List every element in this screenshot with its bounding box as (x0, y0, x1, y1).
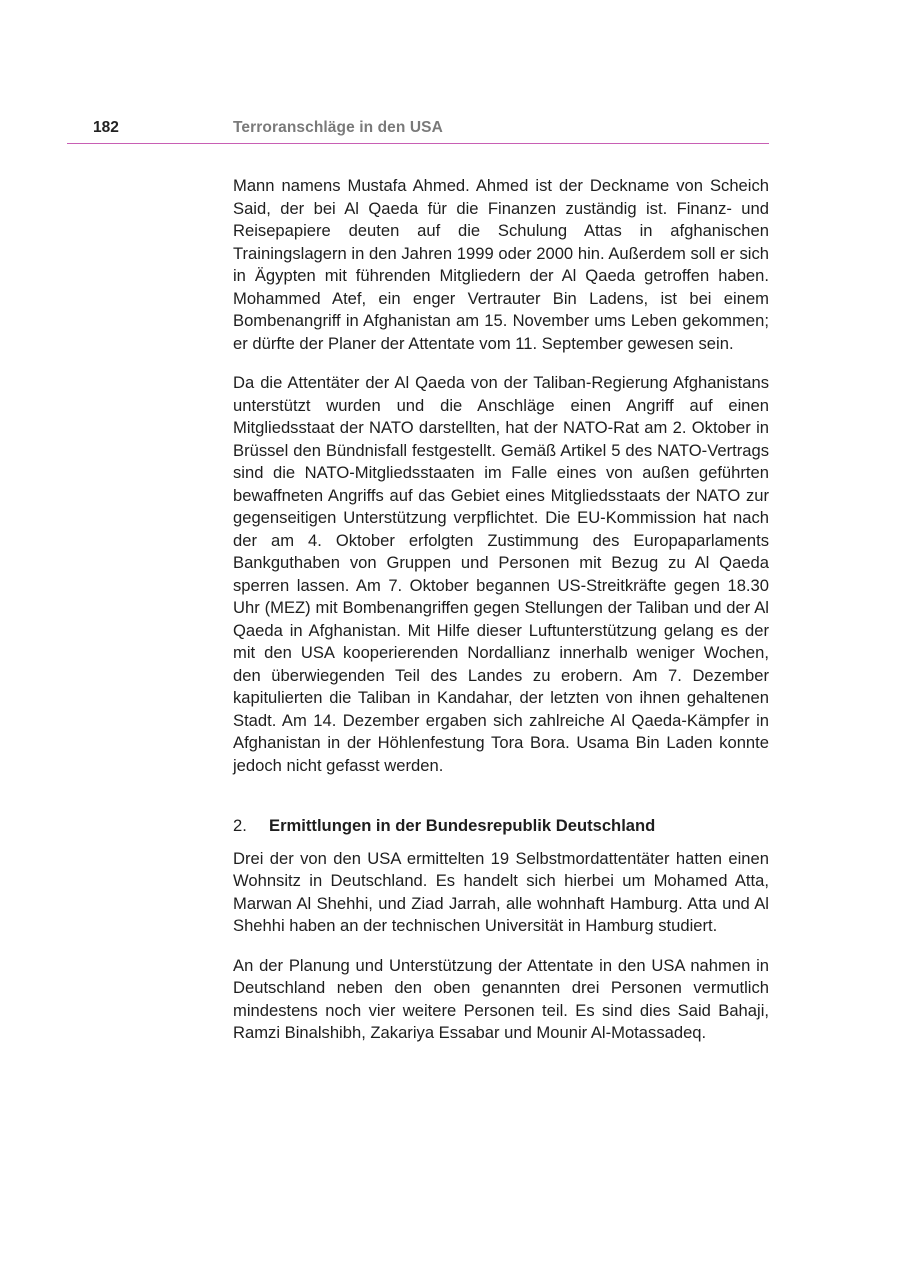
page-number: 182 (93, 119, 119, 136)
paragraph: Da die Attentäter der Al Qaeda von der Taliban-Regierung Afghanistans unterstützt wurden und die Anschläge einen Angriff auf einen Mitgliedsstaat der NATO darstellten, hat der NATO-Rat am 2. Oktober in Brüssel den Bündnisfall festgestellt. Gemäß Artikel 5 des NATO-Vertrags sind die NATO-Mitgliedsstaaten im Falle eines von außen geführten bewaffneten Angriffs auf das Gebiet eines Mitgliedsstaats der NATO zur gegenseitigen Unterstützung verpflichtet. Die EU-Kommission hat nach der am 4. Oktober erfolgten Zustimmung des Europaparlaments Bankguthaben von Gruppen und Personen mit Bezug zu Al Qaeda sperren lassen. Am 7. Oktober begannen US-Streitkräfte gegen 18.30 Uhr (MEZ) mit Bombenangriffen gegen Stellungen der Taliban und der Al Qaeda in Afghanistan. Mit Hilfe dieser Luftunterstützung gelang es der mit den USA kooperierenden Nordallianz innerhalb weniger Wochen, den überwiegenden Teil des Landes zu erobern. Am 7. Dezember kapitulierten die Taliban in Kandahar, der letzten von ihnen gehaltenen Stadt. Am 14. Dezember ergaben sich zahlreiche Al Qaeda-Kämpfer in Afghanistan in der Höhlenfestung Tora Bora. Usama Bin Laden konnte jedoch nicht gefasst werden. (233, 373, 769, 775)
running-title: Terroranschläge in den USA (233, 119, 443, 136)
body-text (233, 175, 769, 1062)
paragraph: An der Planung und Unterstützung der Attentate in den USA nahmen in Deutschland neben den oben genannten drei Personen vermutlich mindestens noch vier weitere Personen teil. Es sind dies Said Bahaji, Ramzi Binalshibh, Zakariya Essabar und Mounir Al-Motassadeq. (233, 955, 769, 1042)
section-number: 2. (233, 816, 247, 835)
section-title: Ermittlungen in der Bundesrepublik Deutschland (269, 816, 656, 835)
paragraph: Mann namens Mustafa Ahmed. Ahmed ist der Deckname von Scheich Said, der bei Al Qaeda für die Finanzen zuständig ist. Finanz- und Reisepapiere deuten auf die Schulung Attas in afghanischen Trainingslagern in den Jahren 1999 oder 2000 hin. Außerdem soll er sich in Ägypten mit führenden Mitgliedern der Al Qaeda getroffen haben. Mohammed Atef, ein enger Vertrauter Bin Ladens, ist bei einem Bombenangriff in Afghanistan am 15. November ums Leben gekommen; er dürfte der Planer der Attentate vom 11. September gewesen sein. (233, 176, 769, 353)
section-heading (233, 815, 769, 838)
paragraph: Drei der von den USA ermittelten 19 Selbstmordattentäter hatten einen Wohnsitz in Deutschland. Es handelt sich hierbei um Mohamed Atta, Marwan Al Shehhi, und Ziad Jarrah, alle wohnhaft Hamburg. Atta und Al Shehhi haben an der technischen Universität in Hamburg studiert. (233, 848, 769, 935)
page-header (67, 115, 769, 144)
